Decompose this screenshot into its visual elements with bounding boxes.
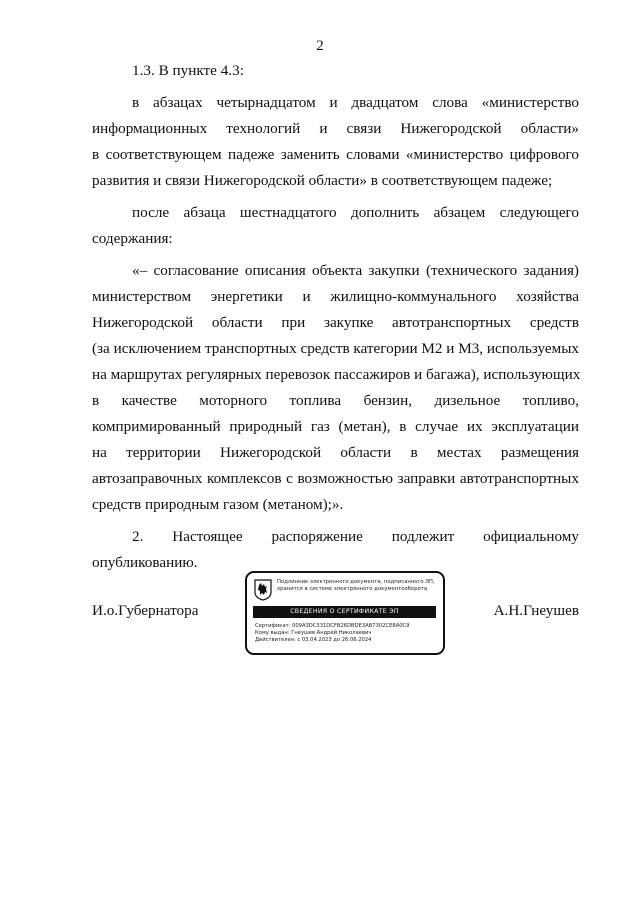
stamp-header-line-2: хранится в системе электронного документооборота [277,586,428,592]
coat-of-arms-icon [254,579,272,601]
stamp-header [277,579,442,593]
paragraph-add-line-1: после абзаца шестнадцатого дополнить абзацем следующего [132,204,579,221]
paragraph-replace-line-3: в соответствующем падеже заменить словами «министерство цифрового [92,146,579,163]
stamp-details [255,623,409,644]
quote-line-2: министерством энергетики и жилищно-коммунального хозяйства [92,288,579,305]
stamp-title: СВЕДЕНИЯ О СЕРТИФИКАТЕ ЭП [253,606,436,618]
page-number: 2 [316,38,324,54]
stamp-certificate: Сертификат: 009A3DC331DCFB26DBDE3AB7302CE8A0C9 [255,623,410,629]
paragraph-2-line-1: 2. Настоящее распоряжение подлежит официальному [132,528,579,545]
signatory-name: А.Н.Гнеушев [493,602,579,619]
signatory-position: И.о.Губернатора [92,602,199,619]
document-body [92,58,579,576]
stamp-issued-to: Кому выдан: Гнеушев Андрей Николаевич [255,630,372,636]
quote-line-4: (за исключением транспортных средств категории М2 и М3, используемых [92,340,580,357]
quote-line-1: «– согласование описания объекта закупки (технического задания) [132,262,579,279]
quote-line-8: на территории Нижегородской области в местах размещения [92,444,579,461]
paragraph-1-3-heading: 1.3. В пункте 4.3: [132,62,244,79]
paragraph-2-line-2: опубликованию. [92,554,198,571]
quote-line-6: в качестве моторного топлива бензин, дизельное топливо, [92,392,579,409]
electronic-signature-stamp [245,571,445,655]
paragraph-replace-line-4: развития и связи Нижегородской области» в соответствующем падеже; [92,172,553,189]
paragraph-replace-line-1: в абзацах четырнадцатом и двадцатом слова «министерство [132,94,579,111]
quote-line-9: автозаправочных комплексов с возможностью заправки автотранспортных [92,470,579,487]
paragraph-add-line-2: содержания: [92,230,173,247]
stamp-validity: Действителен: с 03.04.2023 до 26.06.2024 [255,637,372,643]
stamp-header-line-1: Подлинник электронного документа, подписанного ЭП, [277,579,435,585]
quote-line-3: Нижегородской области при закупке автотранспортных средств [92,314,579,331]
quote-line-10: средств природным газом (метаном);». [92,496,344,513]
quote-line-7: компримированный природный газ (метан), в случае их эксплуатации [92,418,579,435]
quote-line-5: на маршрутах регулярных перевозок пассажиров и багажа), использующих [92,366,581,383]
paragraph-replace-line-2: информационных технологий и связи Нижегородской области» [92,120,579,137]
